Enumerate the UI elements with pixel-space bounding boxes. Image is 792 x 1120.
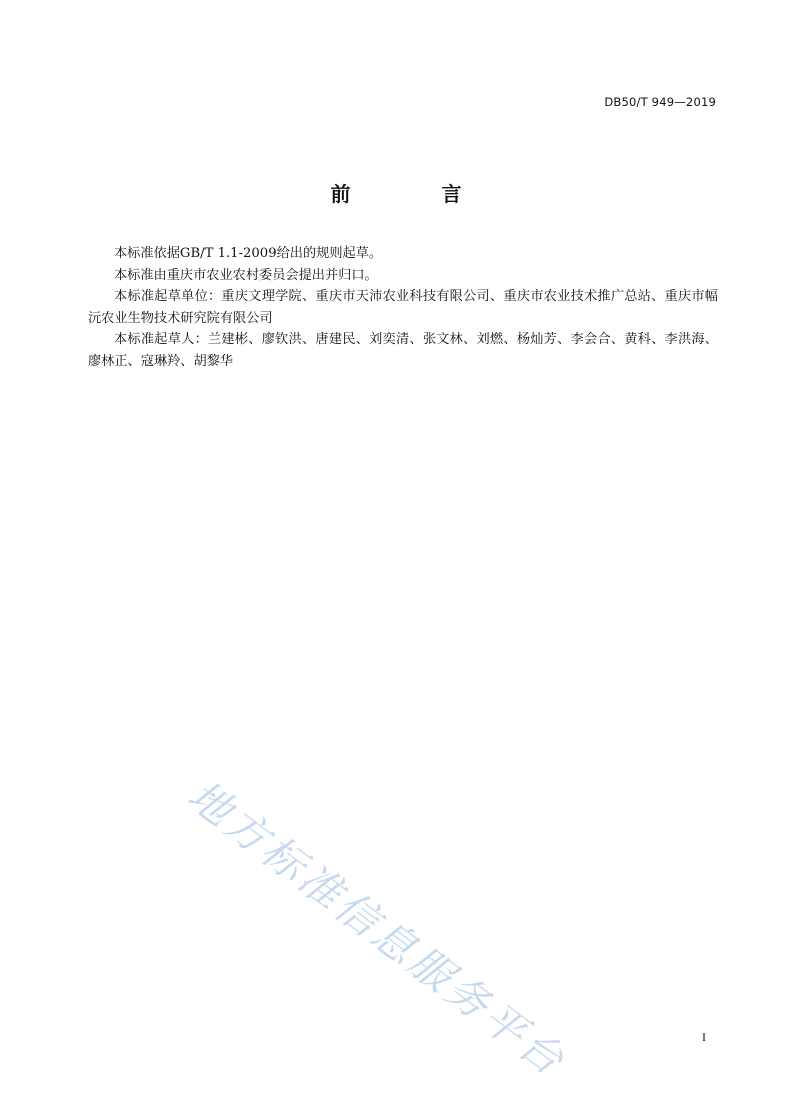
paragraph-drafters: 本标准起草人：兰建彬、廖钦洪、唐建民、刘奕清、张文林、刘燃、杨灿芳、李会合、黄科、李洪海、廖林正、寇琳羚、胡黎华 [88, 332, 718, 369]
foreword-body [88, 243, 718, 372]
paragraph-drafting-units: 本标准起草单位：重庆文理学院、重庆市天沛农业科技有限公司、重庆市农业技术推广总站、重庆市幅沅农业生物技术研究院有限公司 [88, 289, 718, 326]
page-number: I [702, 1030, 706, 1044]
paragraph-drafting-basis: 本标准依据GB/T 1.1-2009给出的规则起草。 [114, 246, 383, 261]
paragraph-proposer: 本标准由重庆市农业农村委员会提出并归口。 [114, 267, 378, 283]
page-title: 前 言 [330, 182, 504, 206]
watermark: 地方标准信息服务平台 [178, 770, 576, 1087]
document-code: DB50/T 949—2019 [604, 95, 716, 109]
